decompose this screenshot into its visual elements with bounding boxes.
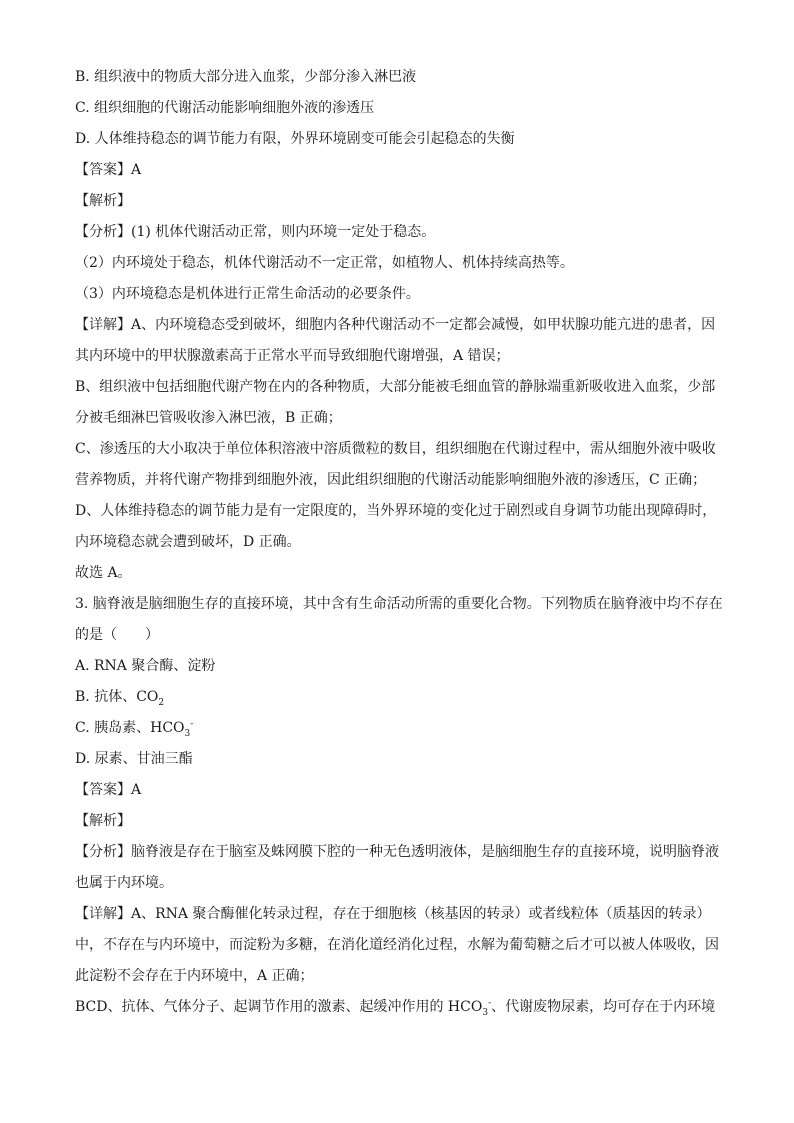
text-line: 也属于内环境。 (75, 875, 173, 891)
text-line: 其内环境中的甲状腺激素高于正常水平而导致细胞代谢增强，A 错误； (75, 348, 510, 364)
text-line: D. 人体维持稳态的调节能力有限，外界环境剧变可能会引起稳态的失衡 (75, 131, 515, 147)
analysis-label: 【解析】 (75, 193, 131, 209)
option-b (75, 682, 725, 713)
answer-label: 【答案】A (75, 162, 142, 178)
option-c-text: C. 胰岛素、HCO (75, 720, 185, 736)
option-c (75, 713, 725, 744)
document-page (75, 62, 725, 1023)
text-line: 【详解】A、RNA 聚合酶催化转录过程，存在于细胞核（核基因的转录）或者线粒体（质基因的转录） (75, 906, 711, 922)
answer-label: 【答案】A (75, 782, 142, 798)
option-b-text: B. 抗体、CO (75, 689, 159, 705)
text-line: 分被毛细淋巴管吸收渗入淋巴液，B 正确； (75, 410, 342, 426)
text-line: 内环境稳态就会遭到破坏，D 正确。 (75, 534, 301, 550)
option-b-subscript: 2 (158, 697, 165, 708)
text-line: C. 组织细胞的代谢活动能影响细胞外液的渗透压 (75, 100, 375, 116)
text-line: 【详解】A、内环境稳态受到破坏，细胞内各种代谢活动不一定都会减慢，如甲状腺功能亢进的患者，因 (75, 317, 716, 333)
text-line: B、组织液中包括细胞代谢产物在内的各种物质，大部分能被毛细血管的静脉端重新吸收进入血浆，少部 (75, 379, 716, 395)
text-line: （3）内环境稳态是机体进行正常生命活动的必要条件。 (75, 286, 420, 302)
option-c-subscript: 3 (184, 728, 191, 739)
detail-superscript: - (488, 998, 492, 1009)
text-line: D、人体维持稳态的调节能力是有一定限度的，当外界环境的变化过于剧烈或自身调节功能出现障碍时， (75, 503, 717, 519)
option-a: A. RNA 聚合酶、淀粉 (75, 658, 216, 674)
text-line: 【分析】脑脊液是存在于脑室及蛛网膜下腔的一种无色透明液体，是脑细胞生存的直接环境，说明脑脊液 (75, 844, 719, 860)
detail-text-suffix: 、代谢废物尿素，均可存在于内环境 (491, 999, 716, 1015)
text-line (75, 992, 725, 1023)
question-text: 3. 脑脊液是脑细胞生存的直接环境，其中含有生命活动所需的重要化合物。下列物质在脑脊液中均不存在 (75, 596, 723, 612)
text-line: 此淀粉不会存在于内环境中，A 正确； (75, 968, 314, 984)
option-d: D. 尿素、甘油三酯 (75, 751, 193, 767)
option-c-superscript: - (190, 719, 194, 730)
text-line: 【分析】(1) 机体代谢活动正常，则内环境一定处于稳态。 (75, 224, 436, 240)
text-line: 营养物质，并将代谢产物排到细胞外液，因此组织细胞的代谢活动能影响细胞外液的渗透压，C 正确； (75, 472, 707, 488)
text-line: 故选 A。 (75, 565, 132, 581)
text-line: （2）内环境处于稳态，机体代谢活动不一定正常，如植物人、机体持续高热等。 (75, 255, 574, 271)
detail-subscript: 3 (482, 1007, 489, 1018)
question-text: 的是（ ） (75, 627, 159, 643)
analysis-label: 【解析】 (75, 813, 131, 829)
text-line: B. 组织液中的物质大部分进入血浆，少部分渗入淋巴液 (75, 69, 417, 85)
detail-text: BCD、抗体、气体分子、起调节作用的激素、起缓冲作用的 HCO (75, 999, 483, 1015)
text-line: C、渗透压的大小取决于单位体积溶液中溶质微粒的数目，组织细胞在代谢过程中，需从细胞外液中吸收 (75, 441, 716, 457)
text-line: 中，不存在与内环境中，而淀粉为多糖，在消化道经消化过程，水解为葡萄糖之后才可以被人体吸收，因 (75, 937, 719, 953)
